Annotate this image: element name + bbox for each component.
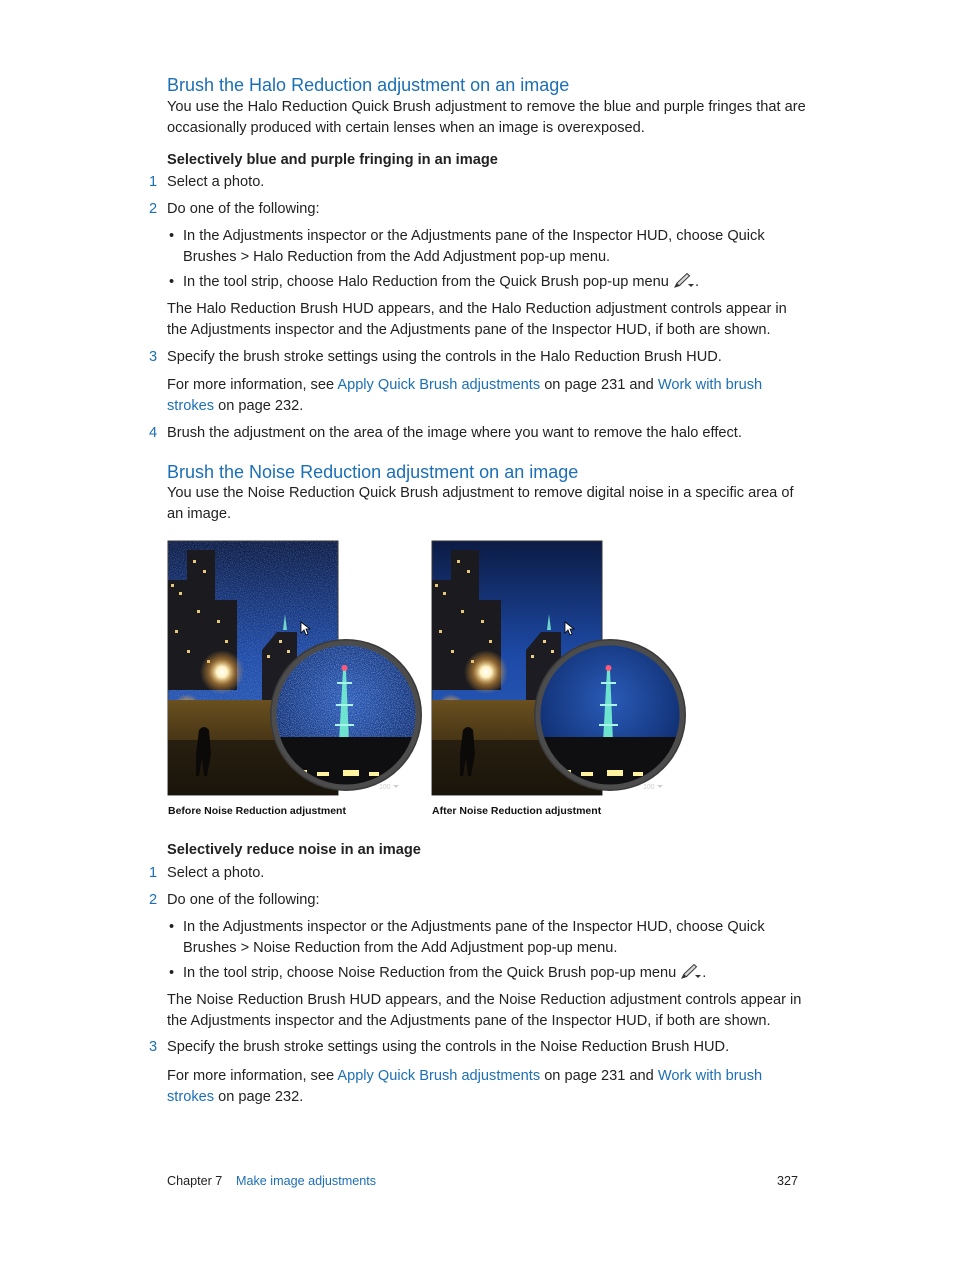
task-title-noise: Selectively reduce noise in an image (167, 842, 421, 858)
intro-paragraph-noise: You use the Noise Reduction Quick Brush adjustment to remove digital noise in a specific area of an image. (167, 485, 794, 522)
before-noise-reduction-image (167, 540, 423, 797)
caption-before: Before Noise Reduction adjustment (168, 805, 346, 817)
result-paragraph-halo: The Halo Reduction Brush HUD appears, and the Halo Reduction adjustment controls appear in the Adjustments inspector and the Adjustments pane of the Inspector HUD, if both are shown. (167, 301, 787, 338)
sentence-period: . (694, 274, 700, 290)
step-number: 1 (149, 865, 158, 881)
bullet-marker: • (169, 274, 175, 290)
more-info-text: For more information, see (167, 377, 335, 393)
step-number: 3 (149, 1039, 158, 1055)
more-info-text: For more information, see (167, 1068, 335, 1084)
step-text: Specify the brush stroke settings using the controls in the Noise Reduction Brush HUD. (167, 1039, 730, 1055)
step-number: 4 (149, 425, 158, 441)
loupe-zoom-label: 100 (379, 784, 391, 791)
bullet-marker: • (169, 919, 175, 935)
more-info-text: on page 231 and (544, 1068, 654, 1084)
result-paragraph-noise: The Noise Reduction Brush HUD appears, and the Noise Reduction adjustment controls appear in the Adjustments inspector and the Adjustments pane of the Inspector HUD, if both are shown. (167, 992, 802, 1029)
task-title-halo: Selectively blue and purple fringing in an image (167, 152, 498, 168)
more-info-text: on page 232. (218, 398, 304, 414)
bullet-text: In the tool strip, choose Noise Reduction from the Quick Brush pop-up menu (183, 965, 677, 981)
step-text: Do one of the following: (167, 201, 320, 217)
bullet-marker: • (169, 965, 175, 981)
link-apply-quick-brush[interactable]: Apply Quick Brush adjustments (337, 377, 541, 393)
link-work-with-brush-strokes[interactable]: Work with brush strokes (167, 1068, 763, 1105)
link-apply-quick-brush[interactable]: Apply Quick Brush adjustments (337, 1068, 541, 1084)
intro-paragraph-halo: You use the Halo Reduction Quick Brush adjustment to remove the blue and purple fringes that are occasionally produced with certain lenses when an image is overexposed. (167, 99, 806, 136)
step-number: 2 (149, 201, 158, 217)
section-heading-halo: Brush the Halo Reduction adjustment on an image (167, 75, 570, 95)
footer-chapter-title-link[interactable]: Make image adjustments (236, 1174, 376, 1188)
step-number: 1 (149, 174, 158, 190)
sentence-period: . (702, 965, 707, 981)
more-info-text: on page 231 and (544, 377, 654, 393)
step-number: 3 (149, 349, 158, 365)
bullet-text: In the Adjustments inspector or the Adjustments pane of the Inspector HUD, choose Quick Brushes > Halo Reduction from the Add Adjustment pop-up menu. (183, 228, 765, 265)
footer-chapter: Chapter 7 (167, 1174, 223, 1188)
bullet-text-line (183, 963, 803, 984)
step-number: 2 (149, 892, 158, 908)
more-info-paragraph-noise (167, 1066, 807, 1108)
step-text: Do one of the following: (167, 892, 320, 908)
more-info-text: on page 232. (218, 1089, 304, 1105)
after-noise-reduction-image (431, 540, 687, 797)
link-work-with-brush-strokes[interactable]: Work with brush strokes (167, 377, 763, 414)
footer-page-number: 327 (777, 1174, 799, 1188)
caption-after: After Noise Reduction adjustment (432, 805, 602, 817)
bullet-text-line (183, 272, 803, 293)
step-text: Brush the adjustment on the area of the image where you want to remove the halo effect. (167, 425, 742, 441)
quick-brush-icon (673, 272, 695, 288)
bullet-text: In the tool strip, choose Halo Reduction from the Quick Brush pop-up menu (183, 274, 669, 290)
step-text: Select a photo. (167, 865, 265, 881)
more-info-paragraph-halo (167, 375, 807, 417)
loupe-zoom-label: 100 (643, 784, 655, 791)
bullet-text: In the Adjustments inspector or the Adjustments pane of the Inspector HUD, choose Quick Brushes > Noise Reduction from the Add Adjustment pop-up menu. (183, 919, 765, 956)
section-heading-noise: Brush the Noise Reduction adjustment on an image (167, 462, 579, 482)
step-text: Specify the brush stroke settings using the controls in the Halo Reduction Brush HUD. (167, 349, 722, 365)
bullet-marker: • (169, 228, 175, 244)
quick-brush-icon (680, 963, 702, 979)
step-text: Select a photo. (167, 174, 265, 190)
